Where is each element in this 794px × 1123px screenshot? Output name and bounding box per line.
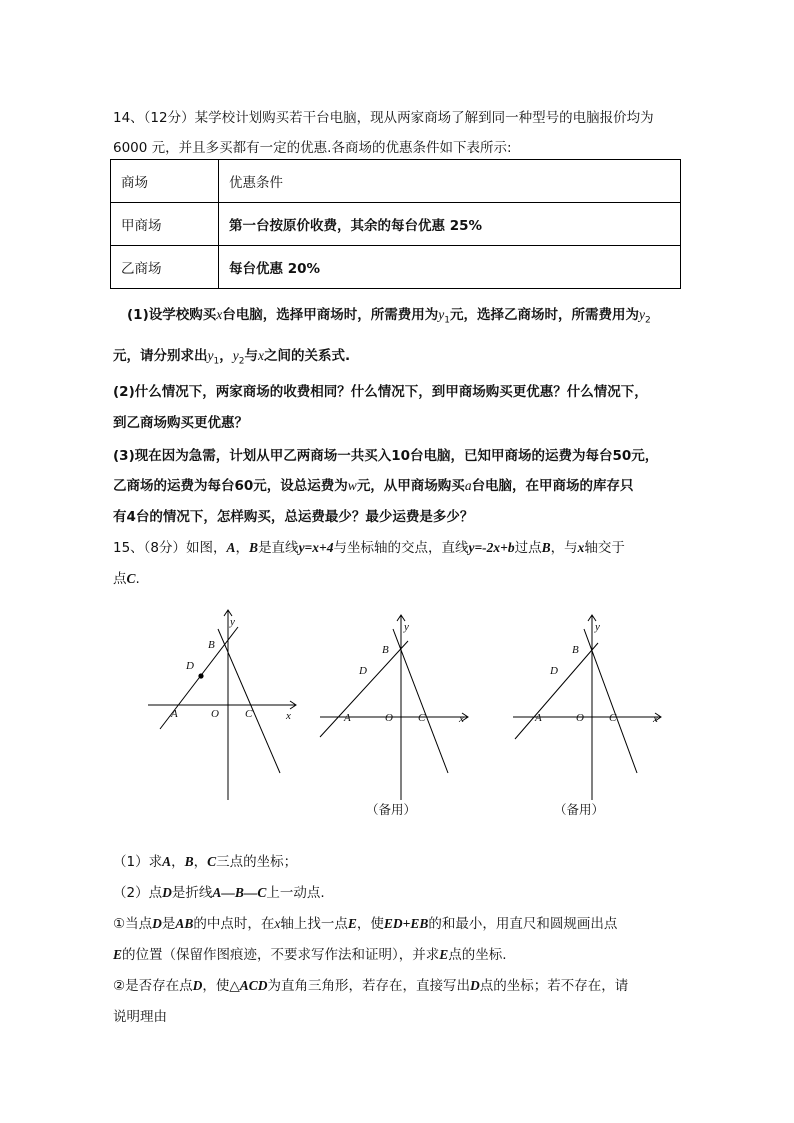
- segment-ab: AB: [175, 916, 194, 931]
- text: ，: [235, 540, 250, 556]
- text: 为直角三角形，若存在，直接写出: [267, 978, 471, 994]
- label-x: x: [459, 713, 464, 725]
- point-e: E: [113, 947, 123, 962]
- text: .: [135, 571, 140, 587]
- text: 之间的关系式.: [263, 348, 351, 364]
- figure-1: [140, 605, 300, 805]
- q15-line1: [113, 536, 625, 556]
- line-ab: [320, 641, 408, 737]
- text: 是折线: [171, 885, 213, 901]
- table-row: [111, 246, 681, 289]
- q15-sub3-line1: [113, 912, 617, 932]
- point-b: B: [541, 540, 551, 555]
- label-c: C: [609, 712, 617, 724]
- table-cell: 每台优惠 20%: [219, 246, 681, 289]
- label-y: y: [230, 616, 235, 628]
- point-d-marker: [198, 673, 203, 678]
- q14-part1-line1: [127, 303, 651, 326]
- label-c: C: [418, 712, 426, 724]
- table-cell: 优惠条件: [219, 160, 681, 203]
- text: ，使△: [202, 978, 240, 994]
- text: 元，请分别求出: [113, 348, 208, 364]
- text: ，: [219, 348, 233, 364]
- subscript: 2: [644, 315, 651, 326]
- table-cell: 乙商场: [111, 246, 219, 289]
- table-row: [111, 203, 681, 246]
- text: 15、（8分）如图，: [113, 540, 227, 556]
- point-a: A: [162, 854, 172, 869]
- point-c: C: [126, 571, 136, 586]
- point-b: B: [249, 540, 259, 555]
- text: 乙商场的运费为每台60元，设总运费为: [113, 478, 348, 494]
- point-d: D: [152, 916, 162, 931]
- text: 点的坐标；若不存在，请: [479, 978, 629, 994]
- subscript: 1: [213, 356, 220, 367]
- label-o: O: [211, 708, 219, 720]
- triangle-acd: ACD: [239, 978, 268, 993]
- text: ，与: [550, 540, 578, 556]
- text: 的中点时，在: [193, 916, 275, 932]
- var-y: y: [207, 348, 214, 363]
- label-d: D: [359, 665, 367, 677]
- table-cell: 商场: [111, 160, 219, 203]
- label-b: B: [208, 639, 215, 651]
- point-d: D: [470, 978, 480, 993]
- q14-part3-line2: [113, 474, 634, 494]
- figure-3-caption: （备用）: [554, 802, 605, 817]
- text: 是直线: [258, 540, 299, 556]
- label-a: A: [344, 712, 351, 724]
- q15-sub3-line2: [113, 943, 507, 963]
- label-b: B: [572, 644, 579, 656]
- q14-line1: 14、（12分）某学校计划购买若干台电脑，现从两家商场了解到同一种型号的电脑报价均为: [113, 110, 654, 126]
- part-number: (1): [127, 307, 149, 323]
- text: （1）求: [113, 854, 163, 870]
- label-a: A: [535, 712, 542, 724]
- label-b: B: [382, 644, 389, 656]
- discount-table: [110, 159, 681, 289]
- label-d: D: [550, 665, 558, 677]
- label-o: O: [385, 712, 393, 724]
- figure-3: [505, 605, 665, 805]
- label-d: D: [186, 660, 194, 672]
- label-x: x: [653, 713, 658, 725]
- var-y: y: [638, 307, 645, 322]
- sum-expression: ED+EB: [383, 916, 429, 931]
- text: 的和最小，用直尺和圆规画出点: [428, 916, 618, 932]
- text: 三点的坐标；: [216, 854, 298, 870]
- subscript: 2: [238, 356, 245, 367]
- var-w: w: [347, 478, 357, 493]
- point-e: E: [347, 916, 357, 931]
- var-x: x: [274, 916, 281, 931]
- point-d: D: [162, 885, 172, 900]
- text: ，: [193, 854, 208, 870]
- table-cell: 第一台按原价收费，其余的每台优惠 25%: [219, 203, 681, 246]
- point-a: A: [226, 540, 236, 555]
- var-y: y: [438, 307, 445, 322]
- table-row: [111, 160, 681, 203]
- q14-part2-line1: (2)什么情况下，两家商场的收费相同？什么情况下，到甲商场购买更优惠？什么情况下，: [113, 384, 648, 400]
- figure-2: [318, 605, 478, 805]
- text: 与坐标轴的交点，直线: [333, 540, 469, 556]
- q14-part3-line3: 有4台的情况下，怎样购买，总运费最少？最少运费是多少？: [113, 509, 474, 525]
- q14-line2: 6000 元，并且多买都有一定的优惠.各商场的优惠条件如下表所示:: [113, 140, 512, 156]
- text: 是: [161, 916, 176, 932]
- text: 点: [113, 571, 127, 587]
- text: 设学校购买: [148, 307, 217, 323]
- text: 的位置（保留作图痕迹，不要求写作法和证明），并求: [122, 947, 440, 963]
- var-x: x: [257, 348, 264, 363]
- q14-part2-line2: 到乙商场购买更优惠？: [113, 415, 248, 431]
- label-a: A: [171, 708, 178, 720]
- label-y: y: [404, 621, 409, 633]
- equation-1: y=x+4: [298, 540, 334, 555]
- text: 轴上找一点: [280, 916, 348, 932]
- text: 点的坐标.: [448, 947, 507, 963]
- text: 过点: [514, 540, 542, 556]
- label-o: O: [576, 712, 584, 724]
- label-y: y: [595, 621, 600, 633]
- line-ab: [515, 643, 598, 739]
- point-d: D: [192, 978, 203, 993]
- text: ②是否存在点: [113, 978, 193, 994]
- q14-part1-line2: [113, 344, 350, 367]
- text: ，使: [356, 916, 384, 932]
- point-b: B: [184, 854, 194, 869]
- q15-sub4-line1: [113, 974, 628, 994]
- var-y: y: [232, 348, 239, 363]
- table-cell: 甲商场: [111, 203, 219, 246]
- var-x: x: [216, 307, 223, 322]
- figure-2-caption: （备用）: [366, 802, 417, 817]
- text: 轴交于: [584, 540, 625, 556]
- text: （2）点: [113, 885, 163, 901]
- point-e: E: [439, 947, 449, 962]
- subscript: 1: [444, 315, 450, 326]
- line-bc: [218, 629, 280, 773]
- q14-part3-line1: (3)现在因为急需，计划从甲乙两商场一共买入10台电脑，已知甲商场的运费为每台50元，: [113, 448, 659, 464]
- q15-sub2: [113, 881, 325, 901]
- q15-sub1: [113, 850, 297, 870]
- text: 元，选择乙商场时，所需费用为: [449, 307, 639, 323]
- text: 台电脑，在甲商场的库存只: [471, 478, 634, 494]
- text: 台电脑，选择甲商场时，所需费用为: [222, 307, 439, 323]
- text: ，: [171, 854, 185, 870]
- var-x: x: [577, 540, 585, 555]
- text: 与: [244, 348, 258, 364]
- label-x: x: [286, 710, 291, 722]
- q15-sub4-line2: 说明理由: [113, 1009, 167, 1025]
- equation-2: y=-2x+b: [468, 540, 515, 555]
- text: ①当点: [113, 916, 153, 932]
- path-abc: A—B—C: [212, 885, 267, 900]
- text: 上一动点.: [266, 885, 325, 901]
- point-c: C: [207, 854, 217, 869]
- q15-line2: [113, 567, 140, 587]
- text: 元，从甲商场购买: [356, 478, 465, 494]
- label-c: C: [245, 708, 253, 720]
- var-a: a: [464, 478, 472, 493]
